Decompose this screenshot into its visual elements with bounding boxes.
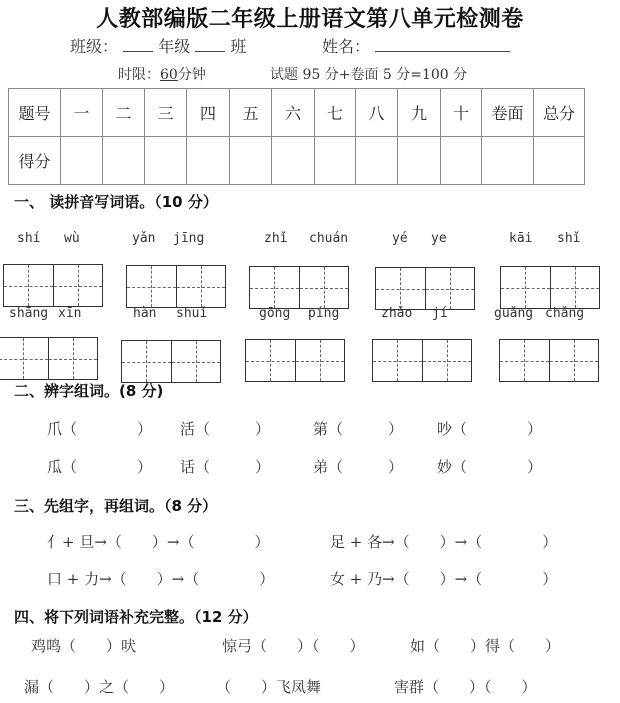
grade-blank[interactable] <box>123 37 153 52</box>
pinyin: kāi <box>509 231 533 246</box>
score-table-score-row <box>9 137 585 185</box>
pinyin: yé <box>392 231 408 246</box>
section-2-title: 二、辨字组词。(8 分) <box>14 382 164 400</box>
time-unit: 分钟 <box>177 67 206 83</box>
score-cell[interactable] <box>61 137 103 185</box>
pinyin: chǎng <box>545 306 585 321</box>
section-4-title: 四、将下列词语补充完整。（12 分） <box>14 608 258 626</box>
word-item[interactable]: 话（ ） <box>180 458 271 476</box>
grid-cell[interactable] <box>501 267 550 308</box>
section-3-title: 三、先组字，再组词。（8 分） <box>14 497 218 515</box>
compose-item[interactable]: 口 + 力→（ ）→（ ） <box>47 570 275 588</box>
grid-cell[interactable] <box>246 340 295 381</box>
pinyin: jí <box>432 306 448 321</box>
grid-cell[interactable] <box>0 338 48 379</box>
writing-grid[interactable] <box>3 264 103 307</box>
name-blank[interactable] <box>375 37 510 52</box>
score-cell[interactable] <box>482 137 534 185</box>
score-cell[interactable] <box>103 137 145 185</box>
grid-cell[interactable] <box>422 340 472 381</box>
pinyin: shǐ <box>557 231 581 246</box>
writing-grid[interactable] <box>249 266 349 309</box>
class-label: 班级： <box>70 37 119 56</box>
grid-cell[interactable] <box>295 340 345 381</box>
score-cell[interactable] <box>534 137 585 185</box>
pinyin: zhǎo <box>381 306 413 321</box>
idiom-item[interactable]: 如（ ）得（ ） <box>410 637 561 655</box>
writing-grid[interactable] <box>0 337 98 380</box>
pinyin: xīn <box>58 306 82 321</box>
word-item[interactable]: 妙（ ） <box>437 458 543 476</box>
pinyin: hàn <box>133 306 157 321</box>
grid-cell[interactable] <box>4 265 53 306</box>
header-cell: 十 <box>441 89 482 137</box>
header-cell: 五 <box>230 89 272 137</box>
score-cell[interactable] <box>145 137 187 185</box>
header-cell: 八 <box>356 89 398 137</box>
pinyin: gōng <box>259 306 291 321</box>
writing-grid[interactable] <box>372 339 472 382</box>
grid-cell[interactable] <box>250 267 299 308</box>
header-cell: 九 <box>398 89 441 137</box>
grid-cell[interactable] <box>48 338 98 379</box>
idiom-item[interactable]: 惊弓（ ）（ ） <box>222 637 365 655</box>
compose-item[interactable]: 亻+ 旦→（ ）→（ ） <box>47 533 270 551</box>
class-blank[interactable] <box>195 37 225 52</box>
class-line <box>70 34 246 57</box>
section-1-title: 一、 读拼音写词语。（10 分） <box>14 193 218 211</box>
writing-grid[interactable] <box>375 267 475 310</box>
grid-cell[interactable] <box>549 340 599 381</box>
name-line <box>322 34 510 57</box>
class-suffix: 班 <box>230 37 247 56</box>
score-cell[interactable] <box>315 137 356 185</box>
writing-grid[interactable] <box>121 340 221 383</box>
header-cell: 一 <box>61 89 103 137</box>
header-cell: 四 <box>187 89 230 137</box>
grid-cell[interactable] <box>53 265 103 306</box>
score-cell[interactable] <box>441 137 482 185</box>
time-value: 60 <box>160 67 178 83</box>
time-limit <box>118 64 206 84</box>
grid-cell[interactable] <box>171 341 221 382</box>
pinyin: chuán <box>309 231 349 246</box>
score-table-header-row <box>9 89 585 137</box>
idiom-item[interactable]: 害群（ ）（ ） <box>394 678 537 696</box>
word-item[interactable]: 吵（ ） <box>437 420 543 438</box>
idiom-item[interactable]: 漏（ ）之（ ） <box>24 678 175 696</box>
idiom-item[interactable]: （ ）飞凤舞 <box>216 678 322 696</box>
writing-grid[interactable] <box>499 339 599 382</box>
header-cell: 二 <box>103 89 145 137</box>
pinyin: shí <box>17 231 41 246</box>
writing-grid[interactable] <box>500 266 600 309</box>
pinyin: ye <box>431 231 447 246</box>
word-item[interactable]: 弟（ ） <box>313 458 404 476</box>
pinyin: guǎng <box>494 306 534 321</box>
header-cell: 六 <box>272 89 315 137</box>
header-cell: 三 <box>145 89 187 137</box>
score-cell[interactable] <box>356 137 398 185</box>
grid-cell[interactable] <box>176 266 226 307</box>
name-label: 姓名： <box>322 37 371 56</box>
score-cell[interactable] <box>187 137 230 185</box>
pinyin: shāng <box>9 306 49 321</box>
compose-item[interactable]: 足 + 各→（ ）→（ ） <box>330 533 558 551</box>
header-cell: 七 <box>315 89 356 137</box>
pinyin: shuǐ <box>176 306 208 321</box>
word-item[interactable]: 瓜（ ） <box>47 458 153 476</box>
pinyin: píng <box>308 306 340 321</box>
writing-grid[interactable] <box>126 265 226 308</box>
word-item[interactable]: 活（ ） <box>180 420 271 438</box>
time-label: 时限： <box>118 67 160 83</box>
page-title: 人教部编版二年级上册语文第八单元检测卷 <box>96 7 524 32</box>
grid-cell[interactable] <box>500 340 549 381</box>
score-cell[interactable] <box>230 137 272 185</box>
idiom-item[interactable]: 鸡鸣（ ）吠 <box>31 637 137 655</box>
score-row-label: 得分 <box>9 137 61 185</box>
header-cell: 卷面 <box>482 89 534 137</box>
grid-cell[interactable] <box>376 268 425 309</box>
word-item[interactable]: 爪（ ） <box>47 420 153 438</box>
pinyin: yǎn <box>132 231 156 246</box>
writing-grid[interactable] <box>245 339 345 382</box>
grid-cell[interactable] <box>122 341 171 382</box>
grid-cell[interactable] <box>550 267 600 308</box>
score-cell[interactable] <box>272 137 315 185</box>
score-table <box>8 88 585 185</box>
grid-cell[interactable] <box>127 266 176 307</box>
score-cell[interactable] <box>398 137 441 185</box>
pinyin: zhǐ <box>264 231 288 246</box>
header-cell: 题号 <box>9 89 61 137</box>
word-item[interactable]: 第（ ） <box>313 420 404 438</box>
score-info: 试题 95 分+卷面 5 分=100 分 <box>270 67 468 83</box>
grade-label: 年级 <box>158 37 191 56</box>
header-cell: 总分 <box>534 89 585 137</box>
compose-item[interactable]: 女 + 乃→（ ）→（ ） <box>330 570 558 588</box>
grid-cell[interactable] <box>425 268 475 309</box>
pinyin: wù <box>64 231 80 246</box>
grid-cell[interactable] <box>299 267 349 308</box>
grid-cell[interactable] <box>373 340 422 381</box>
pinyin: jīng <box>173 231 205 246</box>
